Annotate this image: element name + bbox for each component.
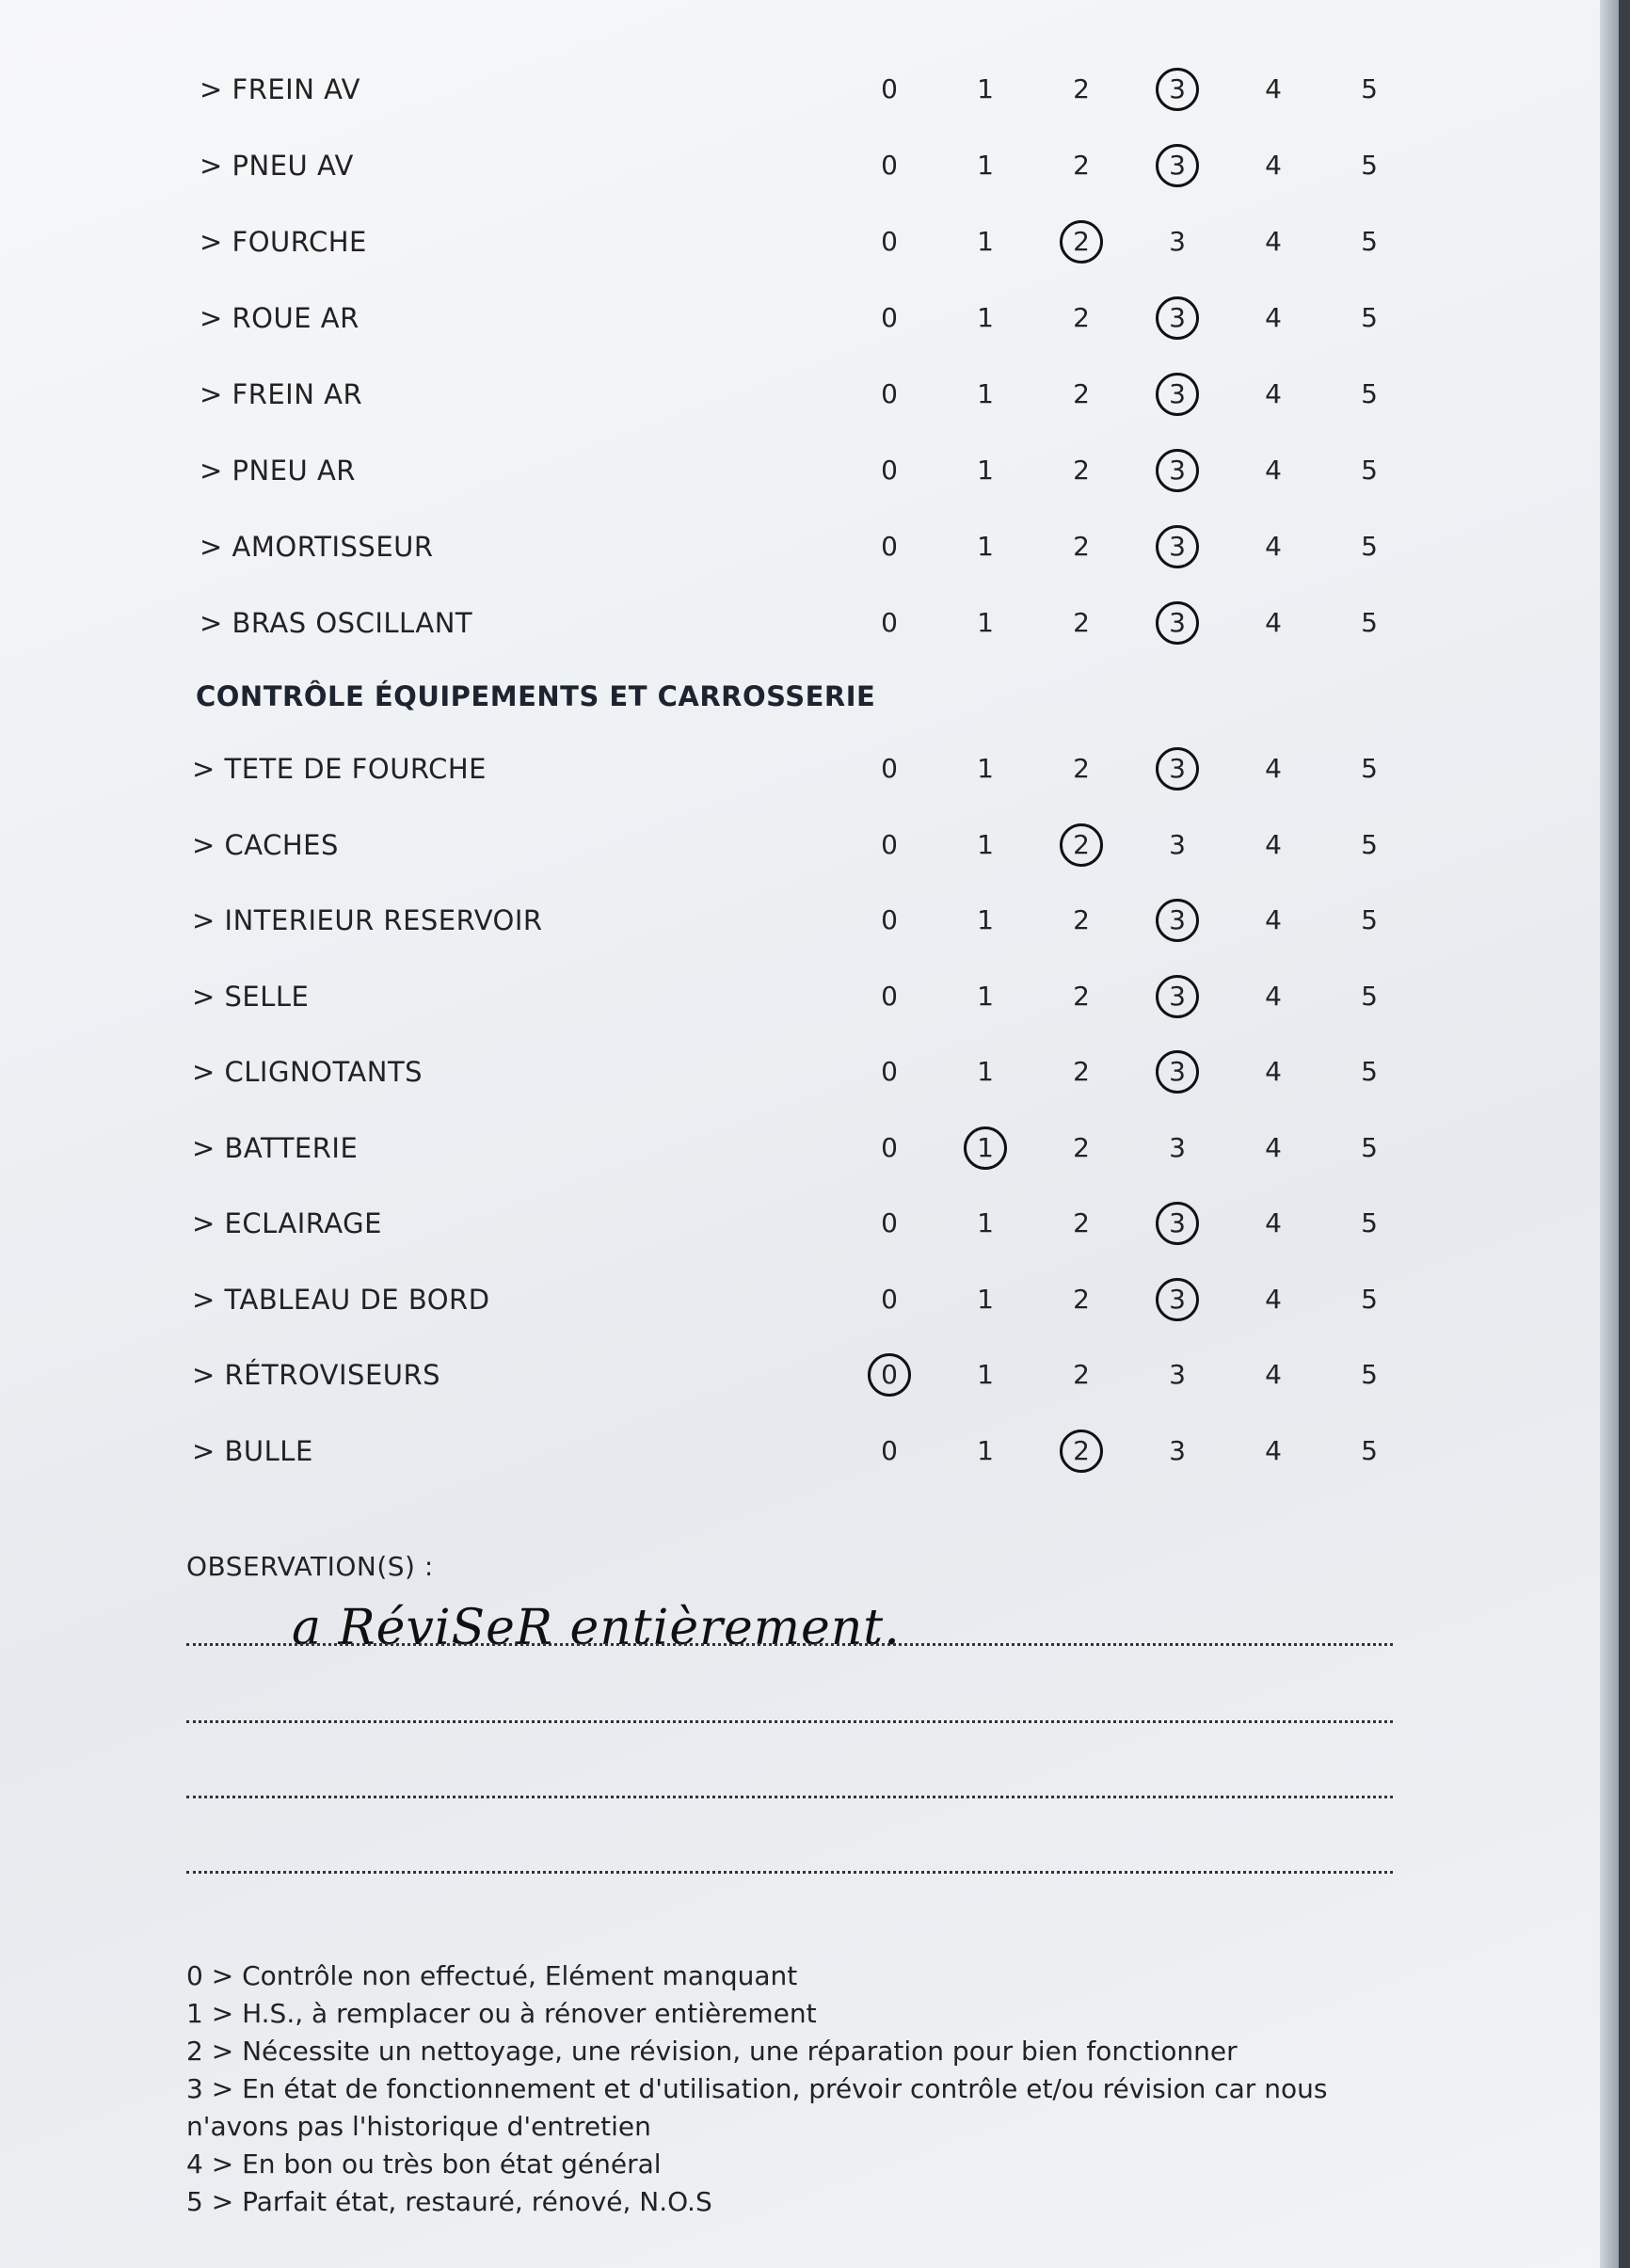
observation-line	[186, 1871, 1393, 1874]
score-option: 1	[977, 455, 994, 486]
score-option-circled: 3	[1156, 1202, 1199, 1245]
score-option-circled: 3	[1156, 747, 1199, 791]
score-option-circled: 3	[1156, 1050, 1199, 1094]
inspection-item-label: > ROUE AR	[200, 302, 360, 334]
score-option: 4	[1265, 753, 1282, 784]
inspection-row	[0, 1207, 1506, 1254]
score-option: 0	[881, 1283, 898, 1315]
inspection-row	[0, 150, 1506, 197]
inspection-item-label: > CLIGNOTANTS	[192, 1056, 423, 1088]
inspection-row	[0, 904, 1506, 951]
score-option: 4	[1265, 302, 1282, 333]
inspection-item-label: > RÉTROVISEURS	[192, 1359, 441, 1391]
score-option: 3	[1169, 1359, 1186, 1390]
inspection-item-label: > FREIN AV	[200, 73, 360, 105]
score-option: 0	[881, 455, 898, 486]
observation-line	[186, 1643, 1393, 1646]
score-option: 5	[1361, 226, 1378, 257]
score-option: 1	[977, 828, 994, 860]
legend-item: 0 > Contrôle non effectué, Elément manquant	[186, 1960, 798, 1991]
inspection-item-label: > BATTERIE	[192, 1131, 359, 1164]
inspection-row	[0, 753, 1506, 800]
inspection-row	[0, 1435, 1506, 1482]
inspection-row	[0, 981, 1506, 1028]
score-option: 4	[1265, 455, 1282, 486]
score-option: 5	[1361, 1056, 1378, 1087]
score-option: 0	[881, 1207, 898, 1238]
score-option: 2	[1073, 531, 1090, 562]
score-option: 0	[881, 1131, 898, 1163]
score-option-circled: 2	[1060, 220, 1103, 264]
score-option: 1	[977, 607, 994, 638]
legend-item: 5 > Parfait état, restauré, rénové, N.O.S	[186, 2186, 712, 2217]
inspection-row	[0, 73, 1506, 120]
score-option: 5	[1361, 1131, 1378, 1163]
score-option: 1	[977, 226, 994, 257]
inspection-item-label: > CACHES	[192, 828, 339, 861]
score-option: 2	[1073, 980, 1090, 1012]
score-option: 2	[1073, 302, 1090, 333]
score-option-circled: 3	[1156, 144, 1199, 187]
score-option: 0	[881, 226, 898, 257]
score-option: 0	[881, 150, 898, 181]
score-legend	[186, 1957, 1410, 2221]
score-option: 1	[977, 1283, 994, 1315]
score-option: 4	[1265, 1434, 1282, 1466]
score-option: 0	[881, 302, 898, 333]
score-option: 1	[977, 302, 994, 333]
score-option: 0	[881, 73, 898, 104]
score-option: 5	[1361, 150, 1378, 181]
inspection-row	[0, 607, 1506, 654]
observation-line	[186, 1720, 1393, 1723]
score-option: 4	[1265, 904, 1282, 935]
score-option: 3	[1169, 1434, 1186, 1466]
score-option: 3	[1169, 226, 1186, 257]
score-option: 2	[1073, 1131, 1090, 1163]
score-option: 2	[1073, 753, 1090, 784]
score-option: 5	[1361, 531, 1378, 562]
score-option: 5	[1361, 607, 1378, 638]
score-option: 4	[1265, 1207, 1282, 1238]
inspection-row	[0, 378, 1506, 425]
score-option-circled: 3	[1156, 68, 1199, 111]
score-option-circled: 3	[1156, 296, 1199, 340]
score-option: 5	[1361, 1283, 1378, 1315]
inspection-item-label: > PNEU AR	[200, 455, 356, 487]
score-option: 5	[1361, 73, 1378, 104]
score-option: 2	[1073, 1283, 1090, 1315]
score-option: 5	[1361, 455, 1378, 486]
score-option: 1	[977, 1056, 994, 1087]
score-option: 1	[977, 1207, 994, 1238]
score-option: 5	[1361, 904, 1378, 935]
score-option: 5	[1361, 1207, 1378, 1238]
inspection-row	[0, 829, 1506, 876]
score-option: 5	[1361, 302, 1378, 333]
inspection-row	[0, 1132, 1506, 1179]
score-option: 5	[1361, 1359, 1378, 1390]
score-option: 0	[881, 607, 898, 638]
inspection-item-label: > BRAS OSCILLANT	[200, 607, 473, 639]
legend-item: 4 > En bon ou très bon état général	[186, 2148, 662, 2180]
score-option: 4	[1265, 980, 1282, 1012]
inspection-item-label: > INTERIEUR RESERVOIR	[192, 904, 543, 936]
score-option: 1	[977, 1359, 994, 1390]
inspection-item-label: > AMORTISSEUR	[200, 531, 434, 563]
score-option: 2	[1073, 904, 1090, 935]
section-title: CONTRÔLE ÉQUIPEMENTS ET CARROSSERIE	[196, 680, 876, 712]
score-option: 5	[1361, 1434, 1378, 1466]
score-option: 2	[1073, 607, 1090, 638]
score-option-circled: 3	[1156, 1278, 1199, 1321]
score-option: 2	[1073, 73, 1090, 104]
inspection-item-label: > TABLEAU DE BORD	[192, 1283, 490, 1316]
inspection-row	[0, 1359, 1506, 1406]
score-option: 2	[1073, 1359, 1090, 1390]
inspection-item-label: > FOURCHE	[200, 226, 367, 258]
score-option: 0	[881, 378, 898, 409]
score-option: 1	[977, 904, 994, 935]
score-option: 1	[977, 378, 994, 409]
score-option: 4	[1265, 607, 1282, 638]
score-option: 2	[1073, 455, 1090, 486]
score-option: 2	[1073, 1056, 1090, 1087]
score-option: 3	[1169, 1131, 1186, 1163]
score-option: 4	[1265, 150, 1282, 181]
inspection-row	[0, 455, 1506, 502]
score-option: 0	[881, 828, 898, 860]
score-option: 4	[1265, 828, 1282, 860]
score-option: 4	[1265, 531, 1282, 562]
score-option-circled: 1	[964, 1126, 1007, 1170]
score-option: 1	[977, 73, 994, 104]
score-option-circled: 3	[1156, 373, 1199, 416]
score-option: 2	[1073, 150, 1090, 181]
score-option: 1	[977, 1434, 994, 1466]
score-option: 5	[1361, 828, 1378, 860]
score-option-circled: 2	[1060, 1429, 1103, 1473]
score-option-circled: 3	[1156, 449, 1199, 492]
score-option: 4	[1265, 1056, 1282, 1087]
score-option-circled: 3	[1156, 975, 1199, 1018]
score-option: 2	[1073, 1207, 1090, 1238]
score-option: 4	[1265, 378, 1282, 409]
score-option-circled: 3	[1156, 899, 1199, 942]
score-option-circled: 3	[1156, 601, 1199, 645]
score-option: 4	[1265, 226, 1282, 257]
legend-item: 2 > Nécessite un nettoyage, une révision, une réparation pour bien fonctionner	[186, 2036, 1238, 2067]
handwritten-observation: a RéviSeR entièrement.	[292, 1600, 901, 1656]
inspection-item-label: > PNEU AV	[200, 150, 354, 182]
score-option: 1	[977, 150, 994, 181]
observation-line	[186, 1796, 1393, 1798]
inspection-row	[0, 1056, 1506, 1103]
inspection-item-label: > SELLE	[192, 980, 310, 1013]
inspection-row	[0, 226, 1506, 273]
score-option: 5	[1361, 753, 1378, 784]
score-option-circled: 2	[1060, 823, 1103, 867]
inspection-row	[0, 302, 1506, 349]
score-option: 4	[1265, 1359, 1282, 1390]
score-option: 0	[881, 531, 898, 562]
observations-label: OBSERVATION(S) :	[186, 1551, 434, 1582]
score-option: 3	[1169, 828, 1186, 860]
inspection-row	[0, 1284, 1506, 1331]
inspection-item-label: > TETE DE FOURCHE	[192, 753, 487, 785]
score-option: 1	[977, 531, 994, 562]
legend-item: 3 > En état de fonctionnement et d'utilisation, prévoir contrôle et/ou révision car nous n'avons pas l'historique d'entretien	[186, 2073, 1328, 2142]
inspection-item-label: > ECLAIRAGE	[192, 1207, 382, 1239]
score-option: 4	[1265, 1283, 1282, 1315]
score-option-circled: 3	[1156, 525, 1199, 568]
score-option: 2	[1073, 378, 1090, 409]
legend-item: 1 > H.S., à remplacer ou à rénover entièrement	[186, 1998, 817, 2029]
score-option: 0	[881, 980, 898, 1012]
score-option: 0	[881, 904, 898, 935]
score-option: 1	[977, 980, 994, 1012]
inspection-item-label: > BULLE	[192, 1434, 313, 1467]
score-option: 5	[1361, 980, 1378, 1012]
inspection-item-label: > FREIN AR	[200, 378, 363, 410]
score-option-circled: 0	[868, 1353, 911, 1397]
score-option: 4	[1265, 73, 1282, 104]
score-option: 0	[881, 1434, 898, 1466]
score-option: 4	[1265, 1131, 1282, 1163]
inspection-row	[0, 531, 1506, 578]
score-option: 0	[881, 753, 898, 784]
score-option: 1	[977, 753, 994, 784]
score-option: 5	[1361, 378, 1378, 409]
score-option: 0	[881, 1056, 898, 1087]
